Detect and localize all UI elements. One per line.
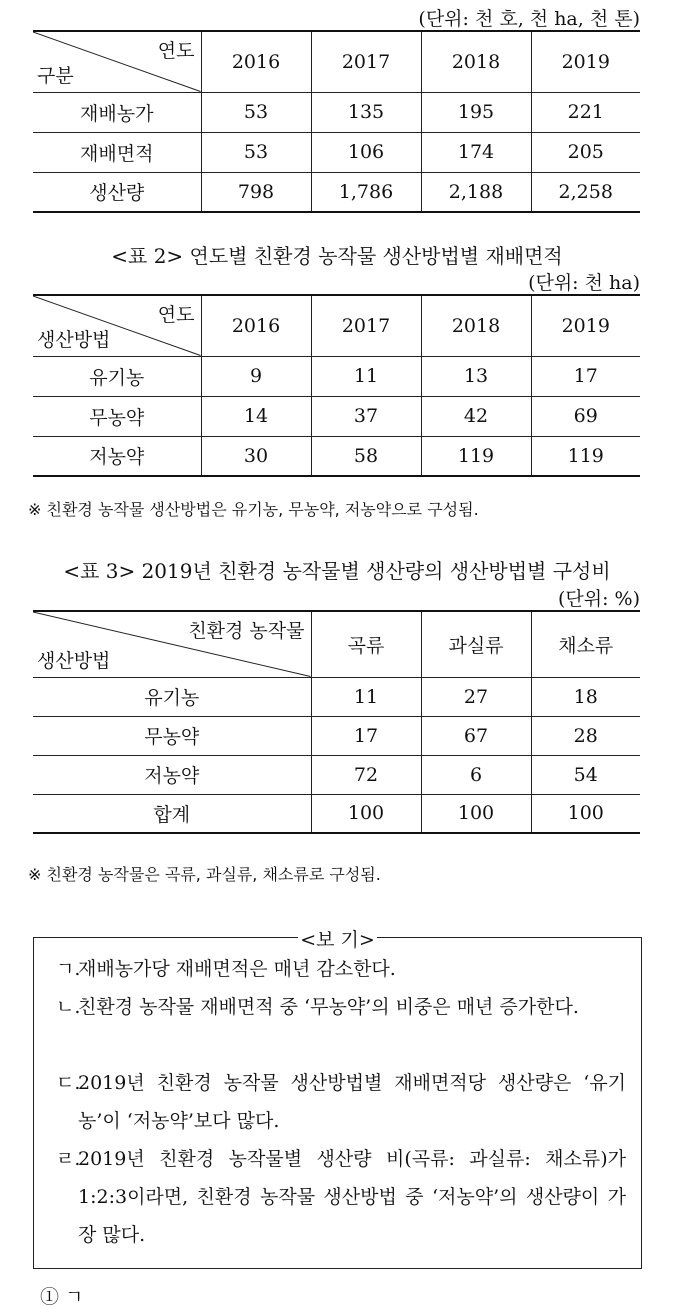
table-row	[33, 677, 640, 716]
table3	[33, 610, 640, 834]
cell: 14	[201, 396, 311, 436]
table3-caption: <표 3> 2019년 친환경 농작물별 생산량의 생산방법별 구성비	[63, 559, 611, 583]
cell: 6	[421, 755, 531, 794]
table-row	[33, 356, 640, 396]
table-row	[33, 396, 640, 436]
table1	[33, 30, 640, 213]
bogi-item-label: ㄷ.	[56, 1072, 81, 1094]
bogi-item	[56, 988, 626, 1026]
table2	[33, 294, 640, 477]
cell: 18	[531, 677, 640, 716]
row-label: 합계	[33, 794, 311, 833]
table2-year-header: 2018	[421, 295, 531, 356]
cell: 53	[201, 132, 311, 172]
bogi-item-text: 2019년 친환경 농작물별 생산량 비(곡류: 과실류: 채소류)가 1:2:3이라면, 친환경 농작물 생산방법 중 ‘저농약’의 생산량이 가장 많다.	[78, 1148, 626, 1246]
cell: 30	[201, 436, 311, 476]
bogi-item	[56, 950, 626, 988]
cell: 54	[531, 755, 640, 794]
table1-year-header: 2018	[421, 31, 531, 92]
row-label: 저농약	[33, 436, 201, 476]
table2-header-top: 연도	[157, 304, 195, 326]
cell: 221	[531, 92, 640, 132]
table-row	[33, 132, 640, 172]
answer-option-1[interactable]: ① ㄱ	[40, 1286, 84, 1308]
table2-caption: <표 2> 연도별 친환경 농작물 생산방법별 재배면적	[111, 244, 563, 268]
bogi-item-label: ㄹ.	[56, 1148, 81, 1170]
table1-unit: (단위: 천 호, 천 ha, 천 톤)	[418, 8, 640, 30]
cell: 119	[421, 436, 531, 476]
cell: 2,258	[531, 172, 640, 212]
cell: 17	[311, 716, 421, 755]
table3-corner-header	[33, 611, 311, 677]
cell: 2,188	[421, 172, 531, 212]
row-label: 재배면적	[33, 132, 201, 172]
cell: 58	[311, 436, 421, 476]
cell: 11	[311, 356, 421, 396]
table3-unit: (단위: %)	[557, 588, 640, 610]
table2-header-left: 생산방법	[37, 328, 111, 351]
bogi-item-text: 재배농가당 재배면적은 매년 감소한다.	[78, 958, 396, 980]
cell: 67	[421, 716, 531, 755]
row-label: 생산량	[33, 172, 201, 212]
cell: 72	[311, 755, 421, 794]
table3-header-left: 생산방법	[37, 649, 111, 672]
cell: 9	[201, 356, 311, 396]
bogi-item	[56, 1064, 626, 1140]
cell: 100	[531, 794, 640, 833]
cell: 27	[421, 677, 531, 716]
table3-col-header: 과실류	[421, 611, 531, 677]
cell: 17	[531, 356, 640, 396]
table2-note: ※ 친환경 농작물 생산방법은 유기농, 무농약, 저농약으로 구성됨.	[28, 500, 479, 519]
table-row	[33, 92, 640, 132]
table2-year-header: 2016	[201, 295, 311, 356]
bogi-item-text: 2019년 친환경 농작물 생산방법별 재배면적당 생산량은 ‘유기농’이 ‘저농약’보다 많다.	[78, 1072, 626, 1132]
table3-header-top: 친환경 농작물	[188, 620, 305, 642]
bogi-item-label: ㄱ.	[56, 958, 81, 980]
cell: 69	[531, 396, 640, 436]
cell: 798	[201, 172, 311, 212]
row-label: 저농약	[33, 755, 311, 794]
cell: 195	[421, 92, 531, 132]
table-row	[33, 755, 640, 794]
bogi-item-text: 친환경 농작물 재배면적 중 ‘무농약’의 비중은 매년 증가한다.	[78, 996, 579, 1018]
cell: 119	[531, 436, 640, 476]
table1-year-header: 2017	[311, 31, 421, 92]
cell: 53	[201, 92, 311, 132]
bogi-title: <보 기>	[300, 929, 375, 951]
table1-year-header: 2016	[201, 31, 311, 92]
row-label: 무농약	[33, 716, 311, 755]
cell: 106	[311, 132, 421, 172]
row-label: 유기농	[33, 677, 311, 716]
row-label: 재배농가	[33, 92, 201, 132]
table1-year-header: 2019	[531, 31, 640, 92]
cell: 42	[421, 396, 531, 436]
row-label: 무농약	[33, 396, 201, 436]
table2-year-header: 2017	[311, 295, 421, 356]
cell: 100	[421, 794, 531, 833]
cell: 174	[421, 132, 531, 172]
table3-note: ※ 친환경 농작물은 곡류, 과실류, 채소류로 구성됨.	[28, 865, 381, 884]
table1-header-left: 구분	[37, 64, 74, 87]
table1-corner-header	[33, 31, 201, 92]
cell: 135	[311, 92, 421, 132]
bogi-item	[56, 1140, 626, 1254]
cell: 13	[421, 356, 531, 396]
cell: 205	[531, 132, 640, 172]
row-label: 유기농	[33, 356, 201, 396]
cell: 100	[311, 794, 421, 833]
table2-corner-header	[33, 295, 201, 356]
table-row	[33, 716, 640, 755]
table-row	[33, 172, 640, 212]
table-row	[33, 794, 640, 833]
table2-year-header: 2019	[531, 295, 640, 356]
cell: 11	[311, 677, 421, 716]
cell: 28	[531, 716, 640, 755]
table1-header-top: 연도	[157, 40, 195, 62]
table2-unit: (단위: 천 ha)	[528, 272, 640, 294]
table3-col-header: 곡류	[311, 611, 421, 677]
cell: 37	[311, 396, 421, 436]
bogi-box	[33, 929, 642, 1269]
bogi-item-label: ㄴ.	[56, 996, 81, 1018]
cell: 1,786	[311, 172, 421, 212]
table3-col-header: 채소류	[531, 611, 640, 677]
table-row	[33, 436, 640, 476]
